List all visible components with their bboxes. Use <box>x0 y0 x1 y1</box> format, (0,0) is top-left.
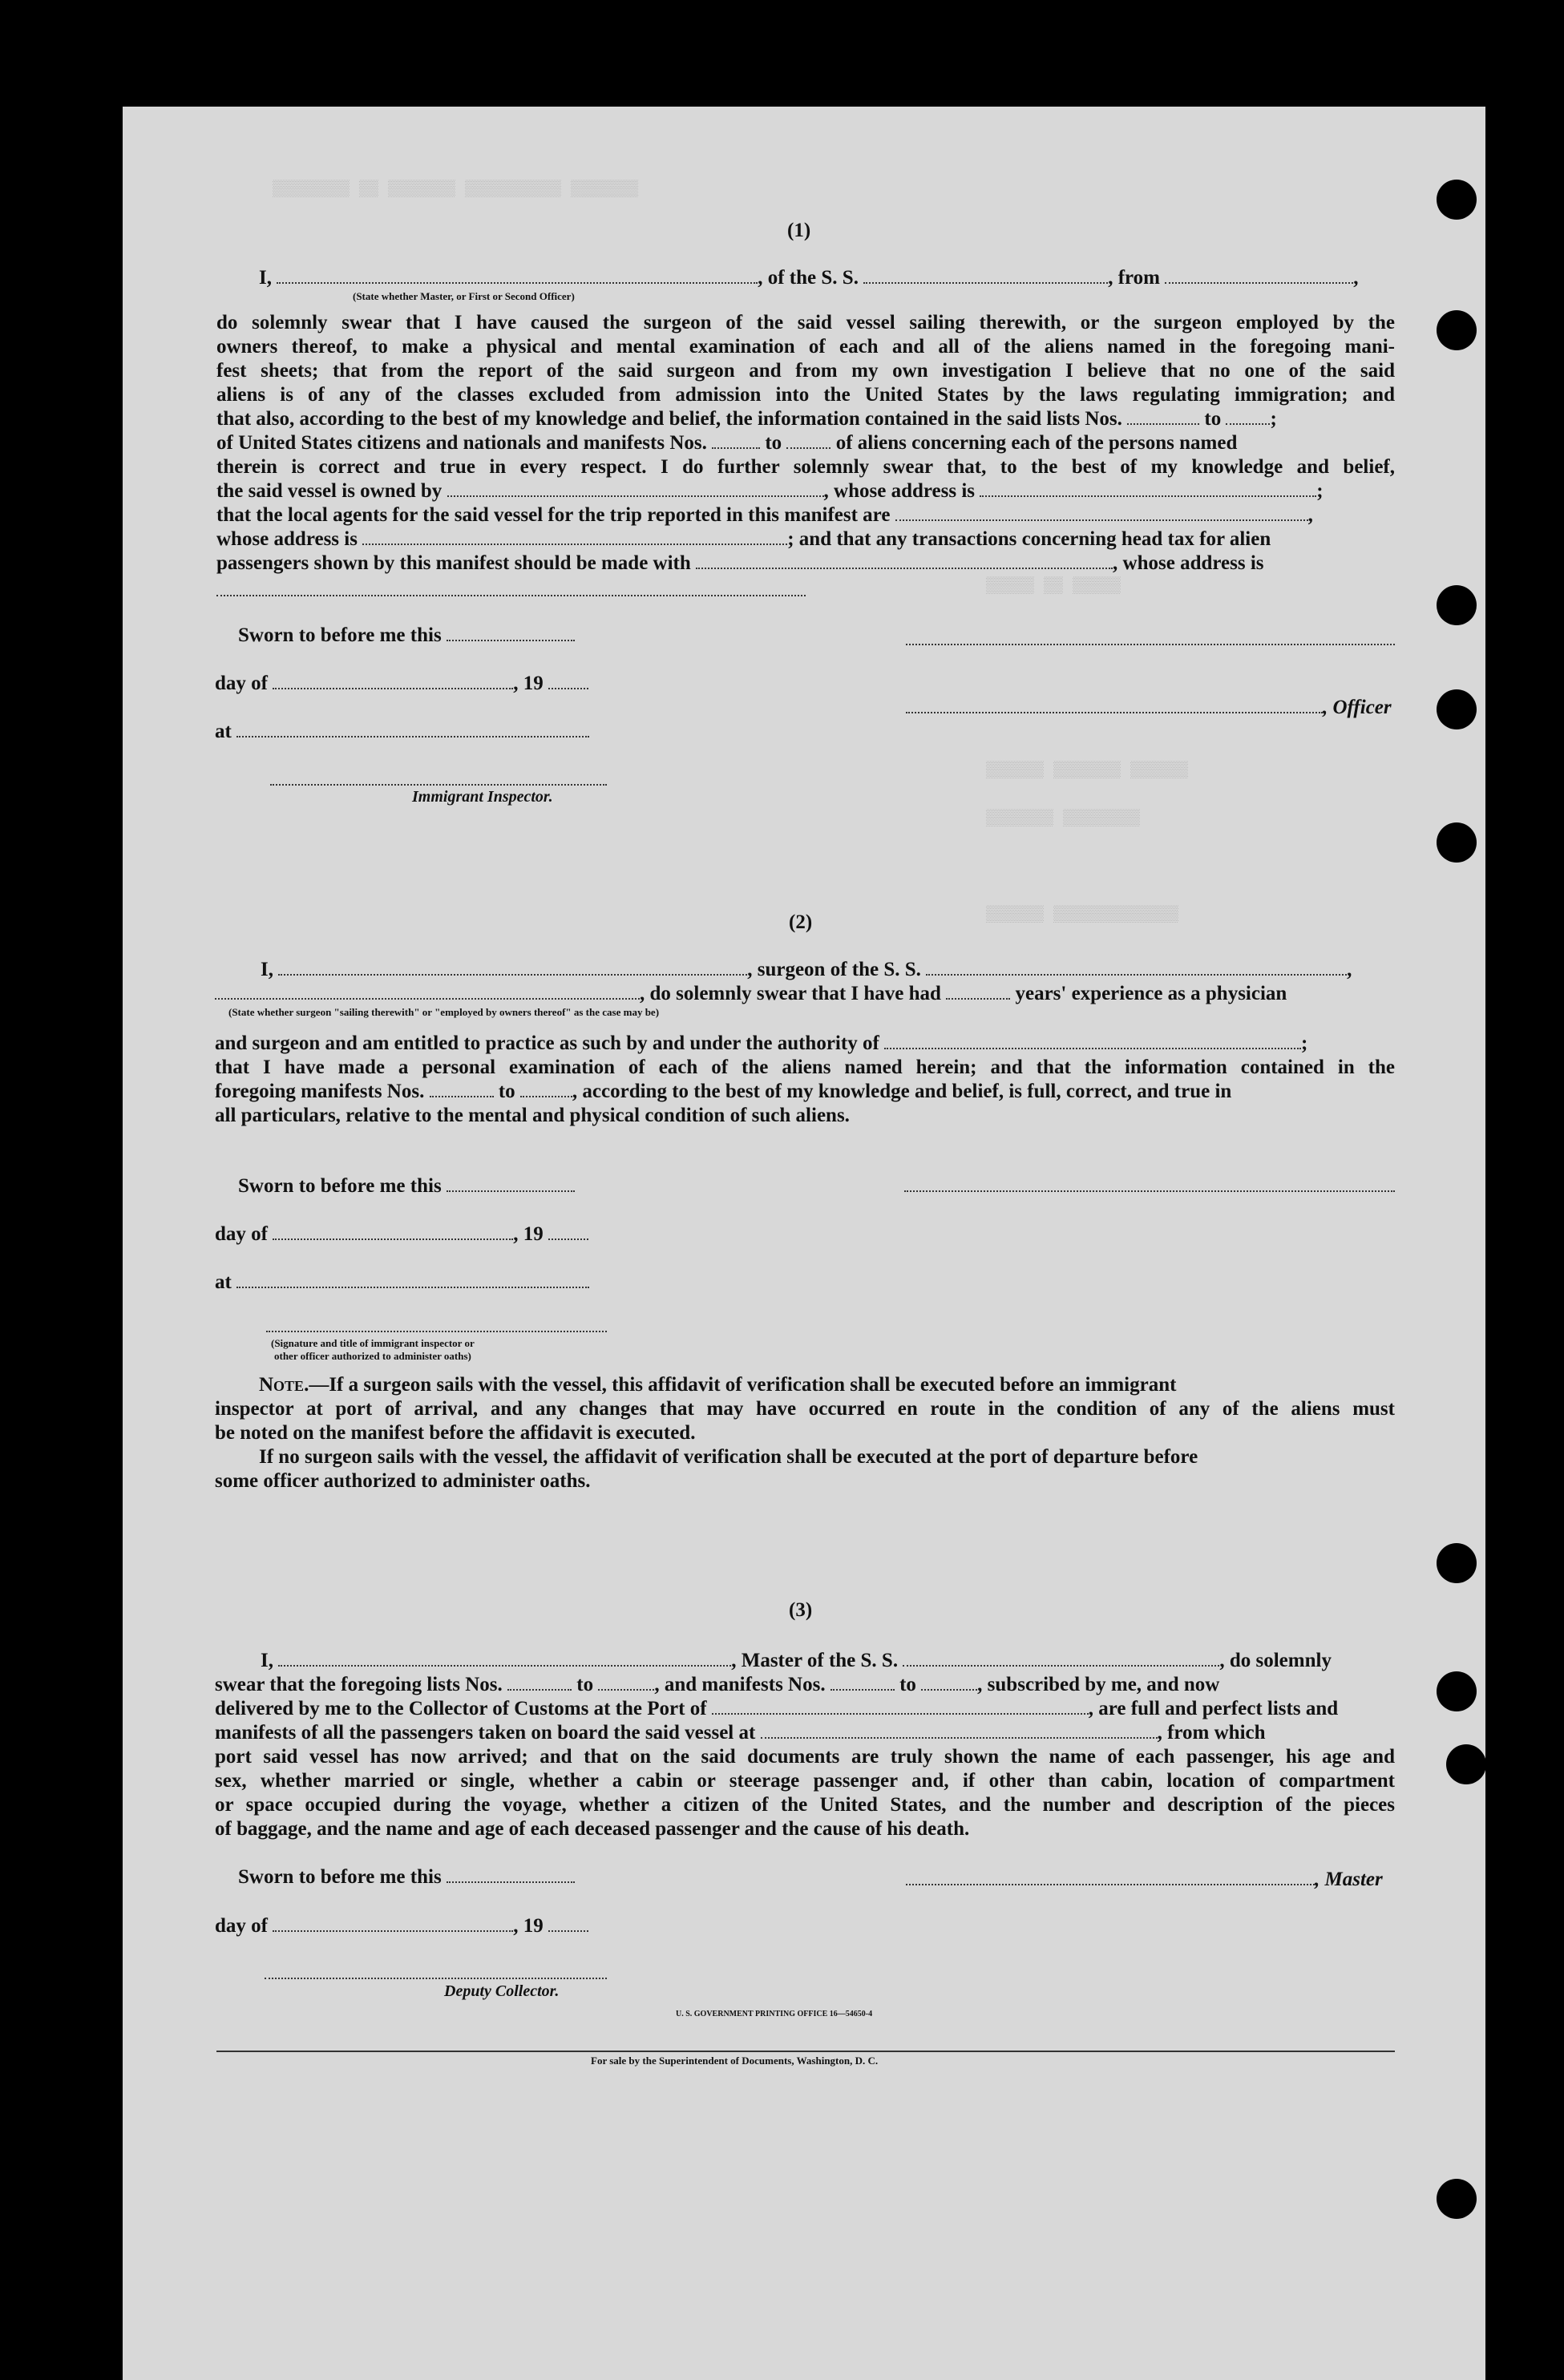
binder-hole <box>1437 1671 1477 1711</box>
bleed-through-text: ▒▒▒▒▒▒▒ ▒▒▒▒▒▒▒▒ <box>986 810 1141 828</box>
affidavit-1-line: aliens is of any of the classes excluded from admission into the United States by the laws regulating immigration; and <box>216 384 1395 406</box>
sworn-date-field[interactable] <box>447 624 575 641</box>
manifests-from-field[interactable] <box>830 1673 895 1691</box>
at-place-field[interactable] <box>236 1271 589 1288</box>
surgeon-caption: (State whether surgeon "sailing therewith" or "employed by owners thereof" as the case may be) <box>228 1006 660 1018</box>
footer-rule <box>216 2051 1395 2052</box>
section-2-years-line: , do solemnly swear that I have had years' experience as a physician <box>215 982 1287 1005</box>
years-experience-field[interactable] <box>946 982 1010 1000</box>
section-1-officer-line: I, , of the S. S. , from , <box>259 267 1359 289</box>
day-of-field[interactable] <box>273 672 513 689</box>
master-name-field[interactable] <box>278 1649 731 1667</box>
signature-caption: (Signature and title of immigrant inspector or <box>271 1337 475 1349</box>
signature-caption: other officer authorized to administer oaths) <box>274 1350 471 1362</box>
owner-name-field[interactable] <box>447 479 824 497</box>
affidavit-3-line: of baggage, and the name and age of each deceased passenger and the cause of his death. <box>215 1818 970 1840</box>
master-vessel-field[interactable] <box>903 1649 1219 1667</box>
note-line: Note.—If a surgeon sails with the vessel, this affidavit of verification shall be executed before an immigrant <box>259 1374 1177 1396</box>
binder-hole <box>1437 822 1477 863</box>
affidavit-1-line: of United States citizens and nationals and manifests Nos. to of aliens concerning each of the persons named <box>216 432 1238 454</box>
affidavit-1-line: that also, according to the best of my knowledge and belief, the information contained in the said lists Nos. to ; <box>216 408 1277 430</box>
surgeon-signature-line[interactable] <box>904 1190 1395 1192</box>
citizen-list-to-field[interactable] <box>1226 407 1270 425</box>
surgeon-name-field[interactable] <box>278 958 747 976</box>
printing-office-line: U. S. GOVERNMENT PRINTING OFFICE 16—54650-4 <box>676 2010 873 2018</box>
swear-lists-line: swear that the foregoing lists Nos. to , and manifests Nos. to , subscribed by me, and now <box>215 1674 1220 1695</box>
master-signature: , Master <box>906 1868 1383 1891</box>
affidavit-1-line: therein is correct and true in every respect. I do further solemnly swear that, to the best of my knowledge and belief, <box>216 456 1395 478</box>
sworn-label: Sworn to before me this <box>238 1865 575 1889</box>
sworn-label: Sworn to before me this <box>238 1174 575 1198</box>
section-2-surgeon-line: I, , surgeon of the S. S. , <box>261 959 1352 980</box>
year-field[interactable] <box>548 1222 588 1240</box>
boarding-port-field[interactable] <box>761 1721 1158 1739</box>
surgeon-vessel-field[interactable] <box>926 958 1347 976</box>
affidavit-1-line: that the local agents for the said vessel for the trip reported in this manifest are , <box>216 504 1313 526</box>
day-of-label: day of , 19 <box>215 672 588 695</box>
affidavit-3-line: or space occupied during the voyage, whether a citizen of the United States, and the number and description of the pieces <box>215 1794 1395 1816</box>
note-line: be noted on the manifest before the affidavit is executed. <box>215 1422 696 1444</box>
manifest-from-field[interactable] <box>430 1080 494 1097</box>
for-sale-line: For sale by the Superintendent of Documents, Washington, D. C. <box>591 2055 879 2067</box>
section-3-number: (3) <box>789 1599 813 1621</box>
lists-to-field[interactable] <box>598 1673 654 1691</box>
at-place-field[interactable] <box>236 720 589 737</box>
owner-address-field[interactable] <box>980 479 1316 497</box>
affidavit-3-line: sex, whether married or single, whether a cabin or steerage passenger and, if other than cabin, location of compartment <box>215 1770 1395 1792</box>
from-port-field[interactable] <box>1165 266 1353 284</box>
deputy-collector-caption: Deputy Collector. <box>444 1982 560 2000</box>
day-of-field[interactable] <box>273 1222 513 1240</box>
affidavit-3-line: port said vessel has now arrived; and that on the said documents are truly shown the name of each passenger, his age and <box>215 1746 1395 1768</box>
binder-hole <box>1437 1543 1477 1583</box>
binder-hole <box>1437 585 1477 625</box>
manifests-to-field[interactable] <box>921 1673 977 1691</box>
section-3-master-line: I, , Master of the S. S. , do solemnly <box>261 1650 1332 1671</box>
manifests-all-line: manifests of all the passengers taken on board the said vessel at , from which <box>215 1722 1266 1744</box>
foregoing-manifests-line: foregoing manifests Nos. to , according to the best of my knowledge and belief, is full, correct, and true in <box>215 1081 1232 1102</box>
affidavit-1-line: the said vessel is owned by , whose address is ; <box>216 480 1324 502</box>
port-field[interactable] <box>712 1697 1089 1715</box>
bleed-through-text: ▒▒▒▒▒▒ ▒▒▒▒▒▒▒ ▒▒▒▒▒▒ <box>986 762 1189 780</box>
day-of-label: day of , 19 <box>215 1222 588 1246</box>
section-2-number: (2) <box>789 911 813 933</box>
officer-name-field[interactable] <box>277 266 758 284</box>
day-of-label: day of , 19 <box>215 1914 588 1938</box>
officer-signature-field[interactable] <box>906 696 1323 713</box>
local-agents-field[interactable] <box>895 503 1308 521</box>
day-of-field[interactable] <box>273 1914 513 1932</box>
binder-hole <box>1437 180 1477 220</box>
officer-signature: , Officer <box>906 696 1392 719</box>
year-field[interactable] <box>548 672 588 689</box>
at-label: at <box>215 720 589 743</box>
binder-hole <box>1437 310 1477 350</box>
at-label: at <box>215 1271 589 1294</box>
officer-caption: (State whether Master, or First or Second Officer) <box>353 290 575 302</box>
authority-field[interactable] <box>884 1032 1301 1049</box>
manifest-to-field[interactable] <box>520 1080 572 1097</box>
head-tax-contact-field[interactable] <box>696 552 1113 569</box>
affidavit-1-line: whose address is ; and that any transactions concerning head tax for alien <box>216 528 1271 550</box>
administering-officer-signature-line[interactable] <box>266 1331 607 1332</box>
master-signature-field[interactable] <box>906 1868 1315 1885</box>
immigrant-inspector-caption: Immigrant Inspector. <box>412 788 553 806</box>
particulars-line: all particulars, relative to the mental and physical condition of such aliens. <box>215 1105 850 1126</box>
year-field[interactable] <box>548 1914 588 1932</box>
personal-exam-line: that I have made a personal examination of each of the aliens named herein; and that the information contained in the <box>215 1057 1395 1078</box>
lists-from-field[interactable] <box>507 1673 572 1691</box>
delivered-line: delivered by me to the Collector of Customs at the Port of , are full and perfect lists and <box>215 1698 1339 1719</box>
alien-manifest-to-field[interactable] <box>786 431 830 449</box>
sworn-date-field[interactable] <box>447 1865 575 1883</box>
surgeon-status-field[interactable] <box>215 982 640 1000</box>
affidavit-1-line: owners thereof, to make a physical and mental examination of each and all of the aliens named in the foregoing mani- <box>216 336 1395 358</box>
note-line: inspector at port of arrival, and any changes that may have occurred en route in the condition of any of the aliens must <box>215 1398 1395 1420</box>
note-line: some officer authorized to administer oaths. <box>215 1470 591 1492</box>
alien-manifest-from-field[interactable] <box>712 431 760 449</box>
section-1-number: (1) <box>787 220 811 241</box>
sworn-date-field[interactable] <box>447 1174 575 1192</box>
bleed-through-text: ▒▒▒▒▒▒▒▒ ▒▒ ▒▒▒▒▒▒▒ ▒▒▒▒▒▒▒▒▒▒ ▒▒▒▒▒▒▒ <box>273 180 639 199</box>
affidavit-1-line: fest sheets; that from the report of the said surgeon and from my own investigation I believe that no one of the said <box>216 360 1395 382</box>
citizen-list-from-field[interactable] <box>1127 407 1199 425</box>
binder-hole <box>1437 2179 1477 2219</box>
affidavit-1-line: passengers shown by this manifest should be made with , whose address is <box>216 552 1264 574</box>
deputy-signature-line[interactable] <box>265 1978 607 1979</box>
head-tax-address-field[interactable] <box>216 595 806 596</box>
authority-line: and surgeon and am entitled to practice as such by and under the authority of ; <box>215 1032 1308 1054</box>
binder-hole <box>1446 1744 1486 1784</box>
sworn-label: Sworn to before me this <box>238 624 575 647</box>
affidavit-1-line: do solemnly swear that I have caused the surgeon of the said vessel sailing therewith, or the surgeon employed by the <box>216 312 1395 333</box>
binder-hole <box>1437 689 1477 729</box>
vessel-name-field[interactable] <box>863 266 1108 284</box>
inspector-signature-line[interactable] <box>270 784 607 786</box>
note-line: If no surgeon sails with the vessel, the affidavit of verification shall be executed at the port of departure before <box>259 1446 1198 1468</box>
officer-signature-line-1[interactable] <box>906 644 1395 645</box>
bleed-through-text: ▒▒▒▒▒ ▒▒ ▒▒▒▒▒ <box>986 577 1121 596</box>
agents-address-field[interactable] <box>362 527 787 545</box>
bleed-through-text: ▒▒▒▒▒▒ ▒▒▒▒▒▒▒▒▒▒▒▒▒ <box>986 906 1179 924</box>
